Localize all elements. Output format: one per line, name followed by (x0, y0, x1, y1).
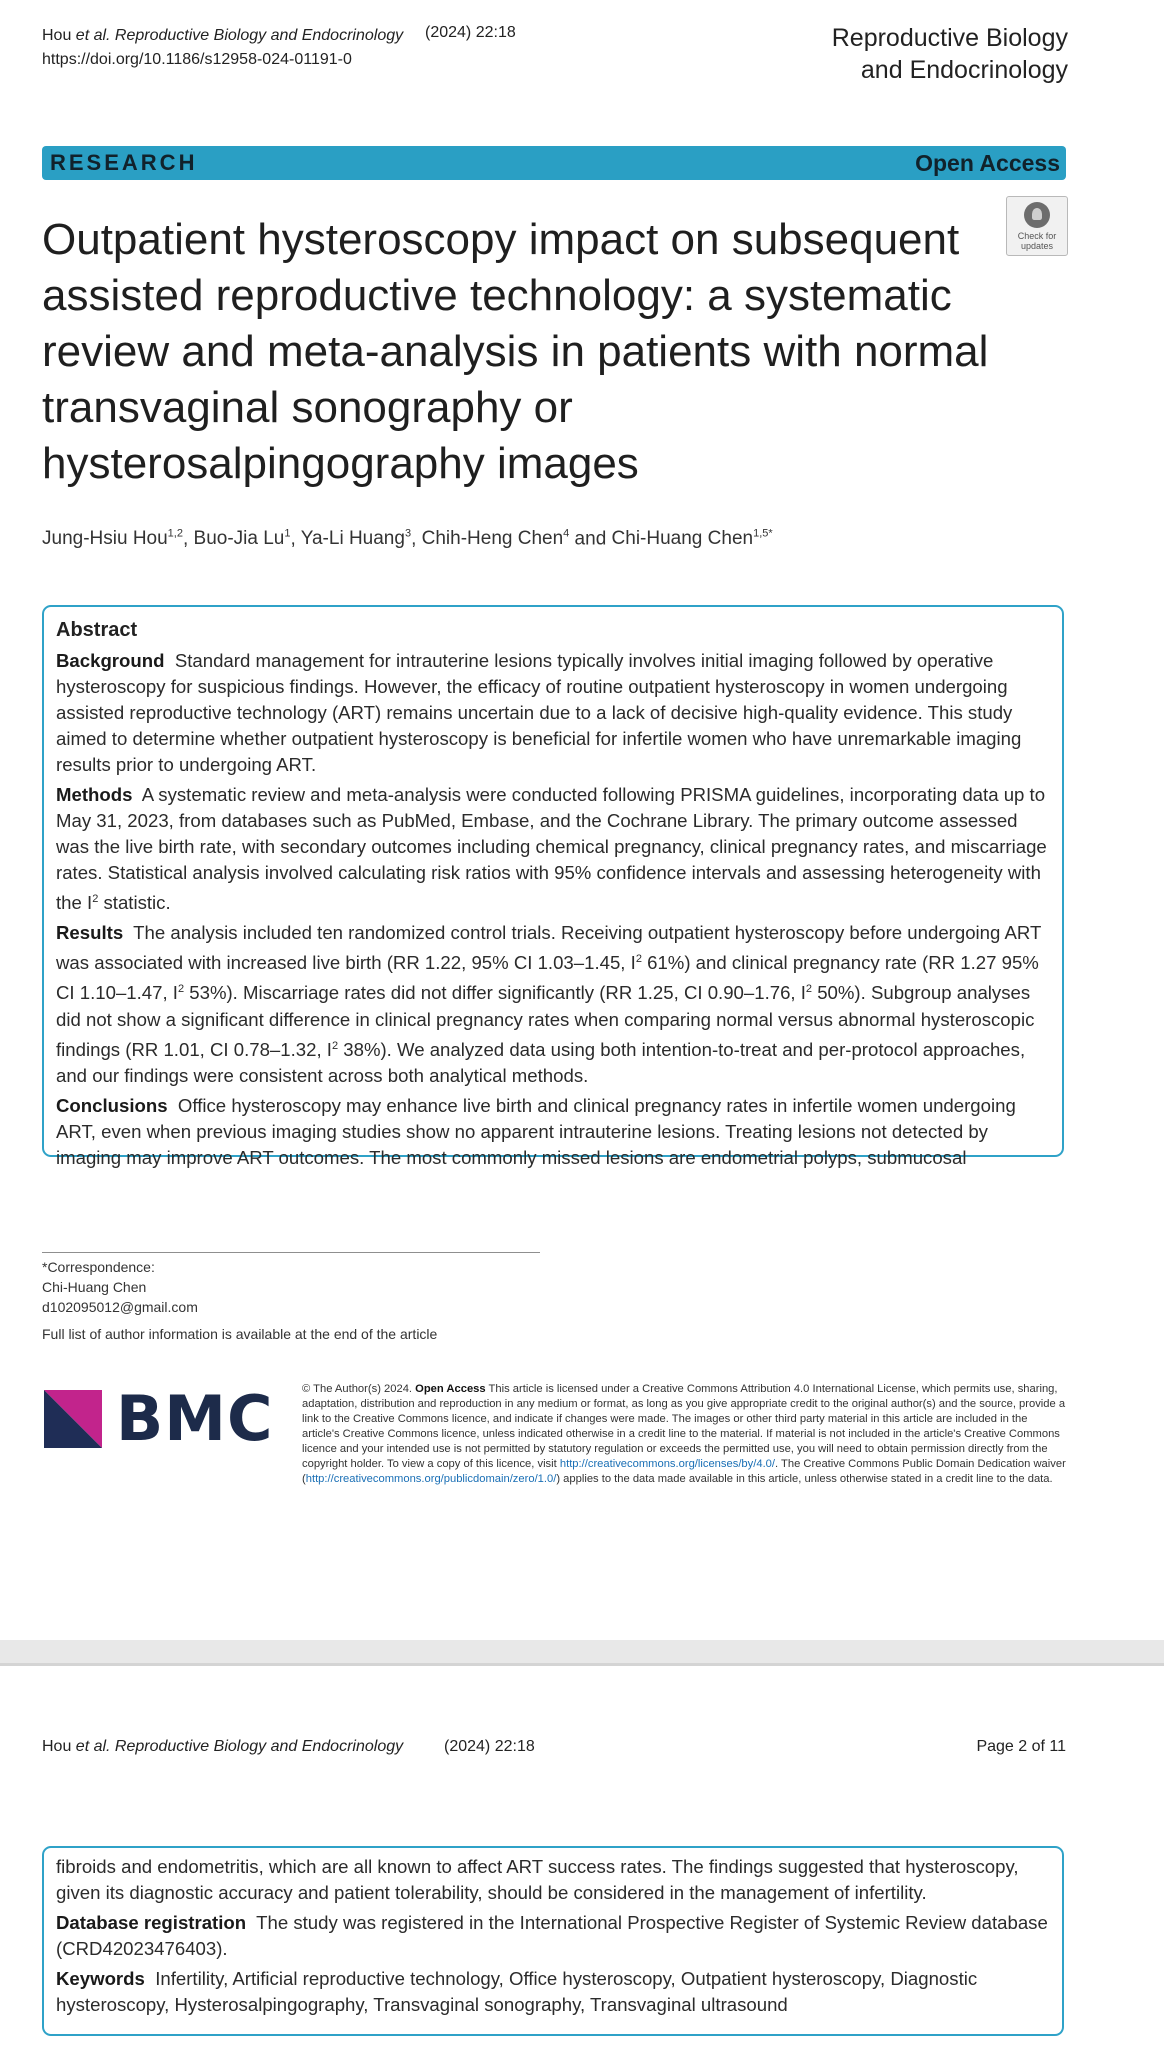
database-registration: Database registration The study was registered in the International Prospective Register of Systemic Review database (CRD42023476403). (56, 1912, 1048, 1959)
citation-year-page2: (2024) 22:18 (444, 1738, 535, 1755)
abstract-background: Background Standard management for intrauterine lesions typically involves initial imaging followed by operative hysteroscopy for suspicious findings. However, the efficacy of routine outpatient hysteroscopy in women undergoing assisted reproductive technology (ART) remains uncertain due to a lack of decisive high-quality evidence. This study aimed to determine whether outpatient hysteroscopy is beneficial for infertile women who have unremarkable imaging results prior to undergoing ART. (56, 650, 1022, 775)
abstract-conclusions-continued: fibroids and endometritis, which are all known to affect ART success rates. The findings suggested that hysteroscopy, given its diagnostic accuracy and patient tolerability, should be considered in the management of infertility. (56, 1856, 1019, 1903)
footnote-divider (42, 1252, 540, 1253)
citation-line: Hou et al. Reproductive Biology and Endocrinology (42, 27, 404, 44)
abstract-box (42, 605, 1064, 1168)
bmc-logo: BMC (44, 1382, 273, 1455)
running-header-page2: Hou et al. Reproductive Biology and Endocrinology (42, 1738, 404, 1755)
author[interactable]: Chi-Huang Chen$^{1,5*}$ (611, 528, 773, 550)
abstract-conclusions: Conclusions Office hysteroscopy may enhance live birth and clinical pregnancy rates in infertile women undergoing ART, even when previous imaging studies show no apparent intrauterine lesions. Treating lesions not detected by imaging may improve ART outcomes. The most commonly missed lesions are endometrial polyps, submucosal (56, 1094, 1016, 1168)
abstract-box-continued (42, 1846, 1064, 2036)
author[interactable]: Ya-Li Huang$^3$ (300, 528, 412, 550)
open-access-label: Open Access (915, 149, 1060, 176)
article-type-banner (42, 146, 1066, 180)
running-header (42, 24, 403, 72)
page-break (0, 1640, 1164, 1666)
doi-link[interactable]: https://doi.org/10.1186/s12958-024-01191-0 (42, 51, 352, 68)
abstract-methods: Methods A systematic review and meta-analysis were conducted following PRISMA guidelines, incorporating data up to May 31, 2023, from databases such as PubMed, Embase, and the Cochrane Library. The primary outcome assessed was the live birth rate, with secondary outcomes including chemical pregnancy, clinical pregnancy rates, and miscarriage rates. Statistical analysis involved calculating risk ratios with 95% confidence intervals and assessing heterogeneity with the $I^2$ statistic. (56, 784, 1047, 914)
author-info-note: Full list of author information is available at the end of the article (42, 1326, 438, 1342)
check-for-updates-button[interactable]: Check for updates (1006, 196, 1068, 256)
author[interactable]: Buo-Jia Lu$^1$ (193, 528, 291, 550)
bmc-logo-icon (44, 1390, 102, 1448)
journal-name: Reproductive Biology and Endocrinology (831, 24, 1068, 84)
email-link[interactable]: d102095012@gmail.com (42, 1299, 198, 1315)
section-label: RESEARCH (50, 150, 198, 175)
author-list: Jung-Hsiu Hou$^{1,2}$, Buo-Jia Lu$^1$, Ya-Li Huang$^3$, Chih-Heng Chen$^4$ and Chi-Huang Chen$^{1,5*}$ (42, 528, 773, 550)
license-link[interactable]: http://creativecommons.org/licenses/by/4.0/ (559, 1458, 776, 1470)
page-number: Page 2 of 11 (976, 1738, 1066, 1755)
author[interactable]: Jung-Hsiu Hou$^{1,2}$ (42, 528, 183, 550)
correspondence: *Correspondence: Chi-Huang Chen d102095012@gmail.com (42, 1259, 198, 1315)
citation-year: (2024) 22:18 (425, 24, 516, 41)
check-for-updates-icon (1024, 202, 1050, 228)
waiver-link[interactable]: http://creativecommons.org/publicdomain/zero/1.0/ (305, 1473, 557, 1485)
author[interactable]: Chih-Heng Chen$^4$ (421, 528, 570, 550)
abstract-heading: Abstract (56, 619, 138, 641)
article-title: Outpatient hysteroscopy impact on subsequent assisted reproductive technology: a systematic review and meta-analysis in patients with normal transvaginal sonography or hysterosalpingography images (42, 215, 989, 488)
keywords: Keywords Infertility, Artificial reproductive technology, Office hysteroscopy, Outpatient hysteroscopy, Diagnostic hysteroscopy, Hysterosalpingography, Transvaginal sonography, Transvaginal ultrasound (56, 1968, 978, 2015)
abstract-results: Results The analysis included ten randomized control trials. Receiving outpatient hysteroscopy before undergoing ART was associated with increased live birth (RR 1.22, 95% CI 1.03–1.45, $I^2$ 61%) and clinical pregnancy rate (RR 1.27 95% CI 1.10–1.47, $I^2$ 53%). Miscarriage rates did not differ significantly (RR 1.25, CI 0.90–1.76, $I^2$ 50%). Subgroup analyses did not show a significant difference in clinical pregnancy rates when comparing normal versus abnormal hysteroscopic findings (RR 1.01, CI 0.78–1.32, $I^2$ 38%). We analyzed data using both intention-to-treat and per-protocol approaches, and our findings were consistent across both analytical methods. (56, 922, 1042, 1086)
license-statement: © The Author(s) 2024. Open Access This article is licensed under a Creative Commons Attribution 4.0 International License, which permits use, sharing, adaptation, distribution and reproduction in any medium or format, as long as you give appropriate credit to the original author(s) and the source, provide a link to the Creative Commons licence, and indicate if changes were made. The images or other third party material in this article are included in the article's Creative Commons licence, unless indicated otherwise in a credit line to the material. If material is not included in the article's Creative Commons licence and your intended use is not permitted by statutory regulation or exceeds the permitted use, you will need to obtain permission directly from the copyright holder. To view a copy of this licence, visit http://creativecommons.org/licenses/by/4.0/. The Creative Commons Public Domain Dedication waiver (http://creativecommons.org/publicdomain/zero/1.0/) applies to the data made available in this article, unless otherwise stated in a credit line to the data. (302, 1383, 1066, 1485)
